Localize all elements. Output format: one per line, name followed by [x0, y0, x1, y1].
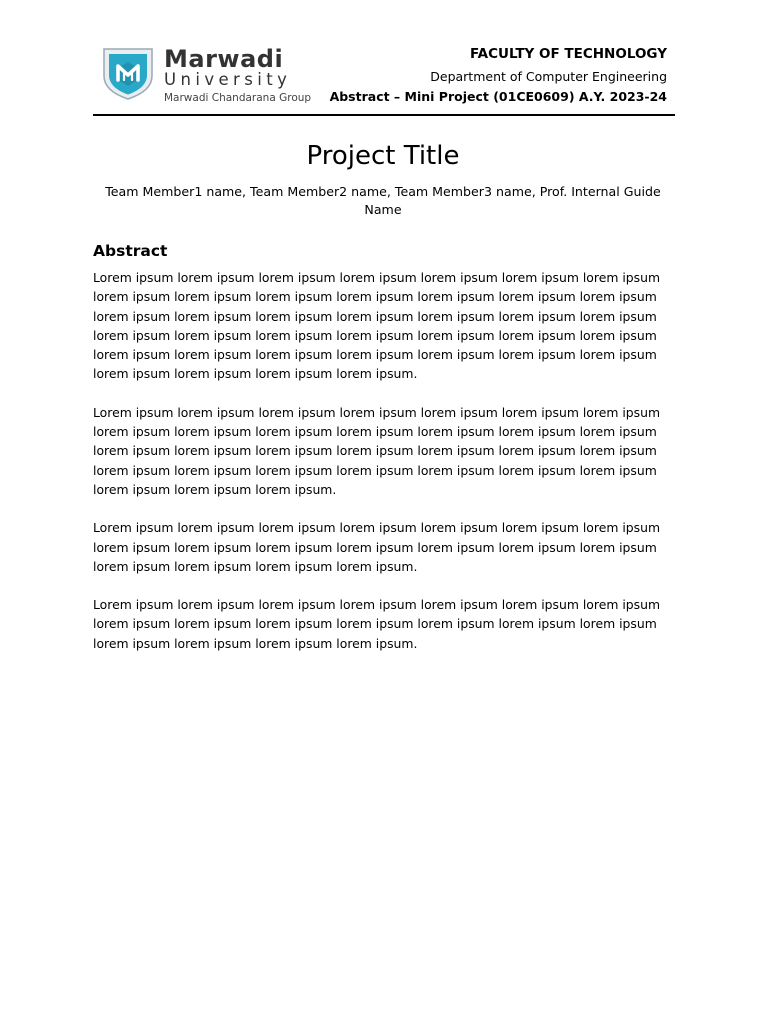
- abstract-paragraph: Lorem ipsum lorem ipsum lorem ipsum lorem ipsum lorem ipsum lorem ipsum lorem ipsum lorem ipsum lorem ipsum lorem ipsum lorem ipsum lorem ipsum lorem ipsum lorem ipsum lorem ipsum lorem ipsum lorem ipsum lorem ipsum.: [93, 597, 661, 651]
- faculty-name: FACULTY OF TECHNOLOGY: [469, 46, 667, 62]
- team-members: Team Member1 name, Team Member2 name, Team Member3 name, Prof. Internal Guide Name: [105, 184, 661, 217]
- header-divider: [93, 114, 675, 116]
- abstract-paragraph: Lorem ipsum lorem ipsum lorem ipsum lorem ipsum lorem ipsum lorem ipsum lorem ipsum lorem ipsum lorem ipsum lorem ipsum lorem ipsum lorem ipsum lorem ipsum lorem ipsum lorem ipsum lorem ipsum lorem ipsum lorem ipsum lorem ipsum lorem ipsum lorem ipsum lorem ipsum lorem ipsum lorem ipsum lorem ipsum lorem ipsum lorem ipsum lorem ipsum lorem ipsum lorem ipsum lorem ipsum lorem ipsum lorem ipsum lorem ipsum lorem ipsum lorem ipsum lorem ipsum lorem ipsum lorem ipsum.: [93, 270, 661, 382]
- shield-logo-icon: [100, 46, 156, 100]
- university-logo: [100, 46, 336, 106]
- document-title: Project Title: [306, 141, 460, 171]
- abstract-paragraph: Lorem ipsum lorem ipsum lorem ipsum lorem ipsum lorem ipsum lorem ipsum lorem ipsum lorem ipsum lorem ipsum lorem ipsum lorem ipsum lorem ipsum lorem ipsum lorem ipsum lorem ipsum lorem ipsum lorem ipsum lorem ipsum.: [93, 520, 661, 574]
- abstract-paragraph: Lorem ipsum lorem ipsum lorem ipsum lorem ipsum lorem ipsum lorem ipsum lorem ipsum lorem ipsum lorem ipsum lorem ipsum lorem ipsum lorem ipsum lorem ipsum lorem ipsum lorem ipsum lorem ipsum lorem ipsum lorem ipsum lorem ipsum lorem ipsum lorem ipsum lorem ipsum lorem ipsum lorem ipsum lorem ipsum lorem ipsum lorem ipsum lorem ipsum lorem ipsum lorem ipsum lorem ipsum.: [93, 404, 661, 497]
- abstract-body: [93, 268, 673, 672]
- course-info: Abstract – Mini Project (01CE0609) A.Y. 2023-24: [329, 89, 667, 104]
- logo-group-name: Marwadi Chandarana Group: [164, 92, 312, 104]
- logo-wordmark: Marwadi: [164, 45, 284, 73]
- department-name: Department of Computer Engineering: [430, 69, 667, 84]
- logo-subtitle: University: [164, 70, 292, 89]
- abstract-heading: Abstract: [93, 242, 168, 260]
- header-info: [330, 44, 667, 106]
- document-header: [93, 40, 675, 110]
